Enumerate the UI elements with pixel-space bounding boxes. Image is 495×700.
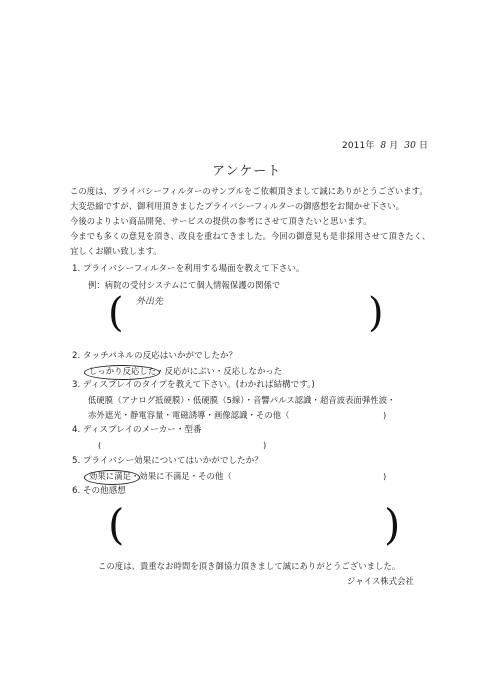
question-1-example: 例：病院の受付システムにて個人情報保護の関係で (88, 280, 281, 290)
date-day-suffix: 日 (418, 141, 429, 151)
intro-line-1: この度は、プライバシーフィルターのサンプルをご依頼頂きまして誠にありがとうございます。 (70, 186, 428, 196)
date-line (342, 141, 428, 152)
footer-company: ジャイス株式会社 (347, 576, 414, 586)
question-3-options-line-1: 低硬膜（アナログ抵硬膜）・低硬膜（5線）・音響パルス認識・超音波表面弾性波・ (88, 395, 396, 405)
question-5-options: 効果に満足・効果に不満足・その他（ (89, 471, 232, 481)
q1-close-paren: ) (368, 290, 384, 336)
question-5-label: 5. プライバシー効果についてはいかがでしたか？ (72, 456, 263, 466)
question-4-close-paren: ) (263, 440, 267, 450)
q1-handwritten-answer: 外出先 (136, 297, 164, 307)
question-1-label: 1. プライバシーフィルターを利用する場面を教えて下さい。 (72, 264, 305, 274)
question-4-label: 4. ディスプレイのメーカー・型番 (72, 425, 202, 435)
question-3-label: 3. ディスプレイのタイプを教えて下さい。(わかれば結構です。) (72, 380, 315, 390)
question-6-label: 6. その他感想 (72, 486, 126, 496)
date-day: 30 (404, 141, 416, 151)
question-4-open-paren: ( (98, 440, 102, 450)
question-2-label: 2. タッチパネルの反応はいかがでしたか？ (72, 351, 238, 361)
question-2-options: しっかり反応した・反応がにぶい・反応しなかった (89, 366, 283, 376)
question-5-close-paren: ) (383, 471, 387, 481)
intro-line-2: 大変恐縮ですが、御利用頂きましたプライバシーフィルターの御感想をお聞かせ下さい。 (70, 201, 405, 211)
date-year: 2011 (342, 141, 366, 151)
question-3-close-paren: ) (383, 410, 387, 420)
date-year-suffix: 年 (365, 141, 375, 151)
page-title: アンケート (212, 164, 282, 179)
footer-thanks: この度は、貴重なお時間を頂き御協力頂きまして誠にありがとうございました。 (98, 561, 401, 571)
q6-close-paren: ) (384, 500, 401, 549)
date-month: 8 (380, 141, 387, 151)
question-3-options-line-2: 赤外遮光・静電容量・電磁誘導・画像認識・その他（ (88, 410, 290, 420)
q6-open-paren: ( (108, 500, 125, 549)
q1-open-paren: ( (108, 290, 124, 336)
intro-line-4: 今までも多くの意見を頂き、改良を重ねてきました。今回の御意見も是非採用させて頂きたく、 (70, 231, 431, 241)
intro-line-5: 宜しくお願い致します。 (70, 246, 162, 256)
intro-line-3: 今後のよりよい商品開発、サービスの提供の参考にさせて頂きたいと思います。 (70, 216, 372, 226)
date-month-suffix: 月 (389, 141, 399, 151)
